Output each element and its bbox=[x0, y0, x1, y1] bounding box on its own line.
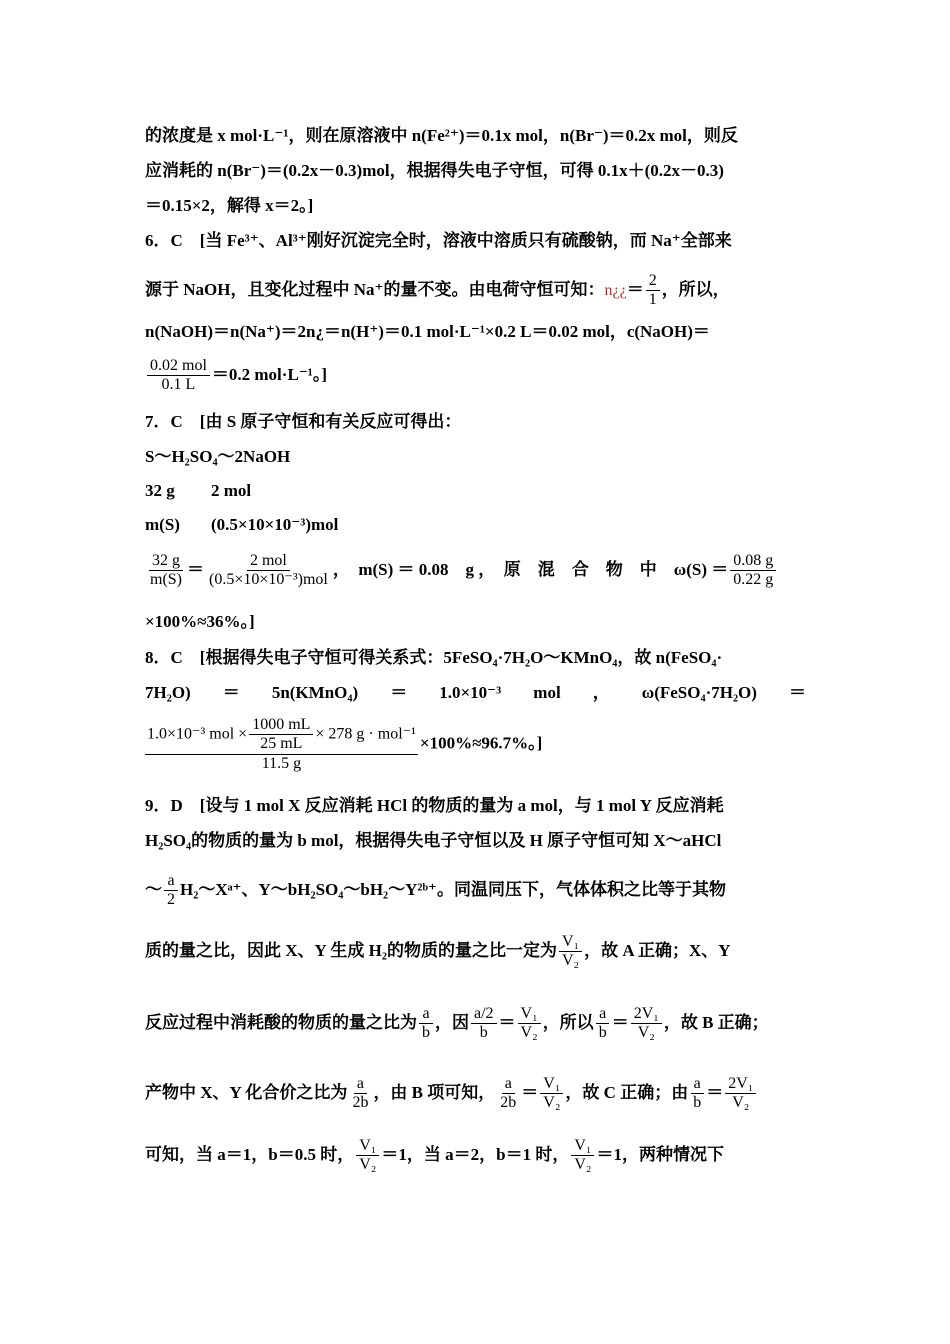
numerator: V₁ bbox=[571, 1137, 594, 1156]
token: ω(FeSO₄·7H₂O) bbox=[641, 683, 757, 702]
q8-line-3 bbox=[145, 716, 806, 773]
denominator: 2b bbox=[500, 1094, 517, 1112]
denominator: V₂ bbox=[732, 1094, 750, 1112]
symbol: n¿¿ bbox=[604, 281, 627, 299]
q6-line-3: n(NaOH)＝n(Na⁺)＝2n¿＝n(H⁺)＝0.1 mol·L⁻¹×0.2 L＝0.02 mol，c(NaOH)＝ bbox=[145, 322, 710, 341]
numerator: 2V₁ bbox=[631, 1005, 662, 1024]
equals: ＝ bbox=[521, 1082, 539, 1102]
text: ＝1，当 a＝2，b＝1 时， bbox=[381, 1144, 570, 1164]
denominator: V₂ bbox=[359, 1156, 377, 1174]
denominator: b bbox=[693, 1094, 702, 1112]
denominator: 2 bbox=[167, 891, 175, 909]
fraction bbox=[730, 552, 776, 590]
denominator: m(S) bbox=[150, 571, 182, 589]
token: 1.0×10⁻³ bbox=[439, 683, 502, 702]
text: ， m(S) ＝ 0.08 g ， 原 混 合 物 中 ω(S) ＝ bbox=[332, 559, 729, 579]
equals: ＝ bbox=[611, 1012, 629, 1032]
numerator: 1000 mL bbox=[249, 716, 313, 735]
numerator bbox=[145, 716, 418, 755]
denominator: b bbox=[422, 1024, 430, 1042]
numerator: a bbox=[691, 1075, 704, 1094]
fraction bbox=[145, 716, 418, 773]
numerator: 2 bbox=[646, 272, 660, 291]
fraction bbox=[419, 1005, 433, 1043]
mass: m(S) bbox=[145, 515, 180, 534]
fraction bbox=[497, 1075, 519, 1113]
equals: ＝ bbox=[626, 279, 644, 299]
q9-line-6 bbox=[145, 1075, 806, 1113]
text: ，因 bbox=[435, 1012, 469, 1032]
text: ，由 B 项可知， bbox=[373, 1082, 496, 1102]
token: ， bbox=[592, 683, 610, 702]
q6-line-4 bbox=[145, 357, 806, 395]
fraction bbox=[147, 552, 185, 590]
text: ～ bbox=[145, 879, 162, 899]
q7-line-2: S～H₂SO₄～2NaOH bbox=[145, 447, 291, 466]
numerator: 2V₁ bbox=[725, 1075, 756, 1094]
token: ＝ bbox=[222, 683, 240, 702]
denominator: V₂ bbox=[574, 1156, 592, 1174]
text: ，故 C 正确；由 bbox=[565, 1082, 689, 1102]
q7-line-1: 7．C [由 S 原子守恒和有关反应可得出： bbox=[145, 412, 462, 431]
fraction bbox=[596, 1005, 610, 1043]
q9-line-3 bbox=[145, 872, 806, 910]
fraction bbox=[571, 1137, 594, 1175]
numerator: a bbox=[419, 1005, 432, 1024]
text: × 278 g · mol⁻¹ bbox=[315, 725, 416, 743]
fraction bbox=[690, 1075, 704, 1113]
text: 产物中 X、Y 化合价之比为 bbox=[145, 1082, 348, 1102]
fraction bbox=[540, 1075, 563, 1113]
numerator: 0.08 g bbox=[730, 552, 776, 571]
q7-line-3 bbox=[145, 479, 806, 503]
text-line: 应消耗的 n(Br⁻)＝(0.2x－0.3)mol，根据得失电子守恒，可得 0.1x＋(0.2x－0.3) bbox=[145, 161, 724, 180]
token: ＝ bbox=[789, 683, 806, 702]
text: H₂～Xᵃ⁺、Y～bH₂SO₄～bH₂～Y²ᵇ⁺。同温同压下，气体体积之比等于其物 bbox=[180, 879, 726, 899]
fraction bbox=[471, 1005, 497, 1043]
text: ＝0.2 mol·L⁻¹。] bbox=[211, 364, 328, 384]
numerator: a bbox=[502, 1075, 515, 1094]
text: ＝1，两种情况下 bbox=[596, 1144, 724, 1164]
text: ，故 B 正确； bbox=[663, 1012, 769, 1032]
text: 1.0×10⁻³ mol × bbox=[147, 725, 248, 743]
q9-line-5 bbox=[145, 1005, 806, 1043]
numerator: a bbox=[354, 1075, 367, 1094]
fraction bbox=[559, 933, 582, 971]
text: ×100%≈96.7%。] bbox=[419, 733, 543, 753]
equals: ＝ bbox=[498, 1012, 516, 1032]
denominator: V₂ bbox=[637, 1024, 655, 1042]
numerator: 32 g bbox=[149, 552, 183, 571]
numerator: V₁ bbox=[540, 1075, 563, 1094]
fraction bbox=[206, 552, 331, 590]
denominator: 1 bbox=[648, 291, 657, 309]
q8-line-2 bbox=[145, 681, 806, 705]
denominator: 0.1 L bbox=[161, 376, 196, 394]
equals: ＝ bbox=[706, 1082, 724, 1102]
q7-line-4 bbox=[145, 513, 806, 537]
q8-line-1: 8．C [根据得失电子守恒可得关系式：5FeSO₄·7H₂O～KMnO₄，故 n(FeSO₄· bbox=[145, 648, 723, 667]
numerator: 2 mol bbox=[247, 552, 290, 571]
text: 源于 NaOH，且变化过程中 Na⁺的量不变。由电荷守恒可知： bbox=[145, 279, 605, 299]
q6-line-2 bbox=[145, 272, 806, 310]
numerator: a bbox=[596, 1005, 609, 1024]
fraction bbox=[518, 1005, 541, 1043]
denominator: 25 mL bbox=[260, 735, 303, 753]
fraction bbox=[631, 1005, 662, 1043]
text: 质的量之比，因此 X、Y 生成 H₂的物质的量之比一定为 bbox=[145, 940, 557, 960]
denominator: (0.5×10×10⁻³)mol bbox=[209, 571, 328, 589]
token: 5n(KMnO₄) bbox=[271, 683, 359, 702]
numerator: V₁ bbox=[518, 1005, 541, 1024]
q7-line-6: ×100%≈36%。] bbox=[145, 612, 255, 631]
q9-line-1: 9．D [设与 1 mol X 反应消耗 HCl 的物质的量为 a mol，与 1 mol Y 反应消耗 bbox=[145, 796, 724, 815]
denominator: V₂ bbox=[520, 1024, 538, 1042]
fraction bbox=[147, 357, 210, 395]
token: ＝ bbox=[390, 683, 408, 702]
text: ，所以 bbox=[542, 1012, 594, 1032]
token: 7H₂O) bbox=[145, 683, 191, 702]
q9-line-4 bbox=[145, 933, 806, 971]
denominator: V₂ bbox=[562, 952, 580, 970]
fraction bbox=[646, 272, 660, 310]
numerator: V₁ bbox=[559, 933, 582, 952]
equals: ＝ bbox=[187, 559, 204, 579]
denominator: b bbox=[598, 1024, 607, 1042]
denominator: 2b bbox=[352, 1094, 369, 1112]
fraction bbox=[249, 716, 313, 754]
denominator: 0.22 g bbox=[733, 571, 774, 589]
fraction bbox=[725, 1075, 756, 1113]
fraction bbox=[356, 1137, 379, 1175]
fraction bbox=[349, 1075, 371, 1113]
moles: 2 mol bbox=[211, 481, 252, 500]
text: ，所以， bbox=[661, 279, 730, 299]
denominator: V₂ bbox=[543, 1094, 561, 1112]
q9-line-2: H₂SO₄的物质的量为 b mol，根据得失电子守恒以及 H 原子守恒可知 X～aHCl bbox=[145, 831, 722, 850]
q7-line-5 bbox=[145, 552, 806, 590]
q9-line-7 bbox=[145, 1137, 806, 1175]
q6-line-1: 6．C [当 Fe³⁺、Al³⁺刚好沉淀完全时，溶液中溶质只有硫酸钠，而 Na⁺全部来 bbox=[145, 231, 732, 250]
numerator: a/2 bbox=[471, 1005, 497, 1024]
denominator: 11.5 g bbox=[261, 754, 302, 772]
text-line: ＝0.15×2，解得 x＝2。] bbox=[145, 196, 314, 215]
denominator: b bbox=[479, 1024, 488, 1042]
text-line: 的浓度是 x mol·L⁻¹，则在原溶液中 n(Fe²⁺)＝0.1x mol，n(Br⁻)＝0.2x mol，则反 bbox=[145, 126, 738, 145]
fraction bbox=[164, 872, 178, 910]
moles: (0.5×10×10⁻³)mol bbox=[211, 515, 339, 534]
mass: 32 g bbox=[145, 481, 175, 500]
numerator: a bbox=[164, 872, 177, 891]
token: mol bbox=[533, 683, 561, 702]
numerator: 0.02 mol bbox=[147, 357, 210, 376]
text: 反应过程中消耗酸的物质的量之比为 bbox=[145, 1012, 417, 1032]
numerator: V₁ bbox=[356, 1137, 379, 1156]
text: ，故 A 正确；X、Y bbox=[584, 940, 731, 960]
text: 可知，当 a＝1，b＝0.5 时， bbox=[145, 1144, 355, 1164]
